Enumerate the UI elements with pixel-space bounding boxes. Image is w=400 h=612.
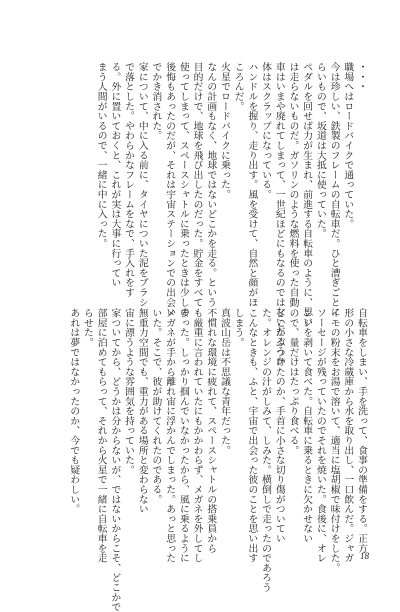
text-line: メガネが手から離れ宙に浮かんでしまった。あっと思った	[164, 308, 176, 563]
text-line: なんの計画もなく、地球ではないどこかを走る。という	[205, 62, 217, 307]
text-line: しまう。	[232, 308, 244, 348]
text-line: 家について、中に入る前に、タイヤについた泥をブラシ	[136, 62, 148, 307]
text-line: どこかぶつけたのか、手首に小さな切り傷がついてい	[273, 308, 285, 544]
text-line: ンジを剥いて食べた。自転車に乗るときに欠かせない	[301, 308, 313, 544]
text-line: 宙に漂うような雰囲気を持っていた。	[123, 308, 135, 475]
text-line: 体はスクラップになっている。	[260, 62, 272, 200]
text-line: 形の小さな冷蔵庫から水を取り出し、一口飲んだ。ジャガ	[342, 308, 354, 563]
text-line: 目的だけで、地球を飛び出したのだった。貯金をすべて	[191, 62, 203, 307]
text-line: 火星でロードバイクに乗った。	[218, 62, 230, 200]
text-line: 後悔もあったのだが、それは宇宙ステーションでの出会い	[164, 62, 176, 317]
text-line: あれは夢ではなかったのか、今でも疑わしい。	[68, 308, 80, 514]
text-line: ハンドルを握り、走り出す。風を受けて、自然と顔がほ	[246, 62, 258, 307]
text-line: まった。しっかり掴んでいなかったから、風に乗るように	[177, 308, 189, 563]
text-line: 使ってしまって、スペースシャトルに乗ったときは少しの	[177, 62, 189, 317]
text-line: た。オレンジの汁がしみて、しみた。横倒しで走ったのであろう	[260, 308, 272, 593]
text-line: まう人間がいるので、一緒に中に入った。	[95, 62, 107, 249]
text-line: 部屋に泊めてもらって、それから火星で一緒に自転車を走	[95, 308, 107, 563]
text-line: 真波山岳は不思議な青年だった。	[218, 308, 230, 455]
text-line: で落とした。やわらかなフレームをなで、手入れをす	[123, 62, 135, 298]
text-line: 無重力空間でも、重力がある場所と変わらない	[136, 308, 148, 514]
text-line: ペダルを回せば力が生まれ、前進する自転車のように、思い	[301, 62, 313, 327]
page-number: 18	[360, 551, 369, 561]
text-line: 自転車をしまい、手を洗って、食事の準備をする。正方	[356, 308, 367, 553]
text-line: 職場へはロードバイクで通っていた。	[342, 62, 354, 229]
text-line: ・・・	[356, 62, 367, 92]
text-line: ので、量だけはたっぷり食べる。	[287, 308, 299, 455]
text-line: 車はいまや廃れてしまって、一世紀ほどにもなるのではないだろうか	[273, 62, 285, 366]
text-line: は走らないものだ。ガソリンのような燃料を使った自動	[287, 62, 299, 307]
text-line: ころんだ。	[232, 62, 244, 111]
text-line: ソーセージが残っていたのでそれを焼いた。食後に、オレ	[314, 308, 326, 563]
text-line: 家ついてから、どうかは分からないが、ではないからこそ、どこかで	[109, 308, 121, 612]
text-line: も厳重に言われていたにもかかわらず、メガネを外してし	[191, 308, 203, 563]
text-line: らせた。	[81, 308, 93, 348]
text-line: らいもので、坂道は大抵に使っていた。	[314, 62, 326, 239]
text-line: でかき消された。	[150, 62, 162, 141]
text-line: る。外に置いておくと、これが実は大事に行ってい	[109, 62, 121, 288]
text-line: 不慣れな環境に疲れて、スペースシャトルの搭乗員から	[205, 308, 217, 553]
text-line: いた。そこで、彼が助けてくれたのである。	[150, 308, 162, 504]
text-line: 今は珍しい、鉄製のフレームの自転車だ。ひと漕ぎごとに	[328, 62, 340, 317]
text-line: こんなときも、ふと、宇宙で出会った彼のことを思い出す	[246, 308, 258, 563]
text-line: イモの粉末をお湯で溶いて、適当に塩胡椒で味付けをした。	[328, 308, 340, 573]
